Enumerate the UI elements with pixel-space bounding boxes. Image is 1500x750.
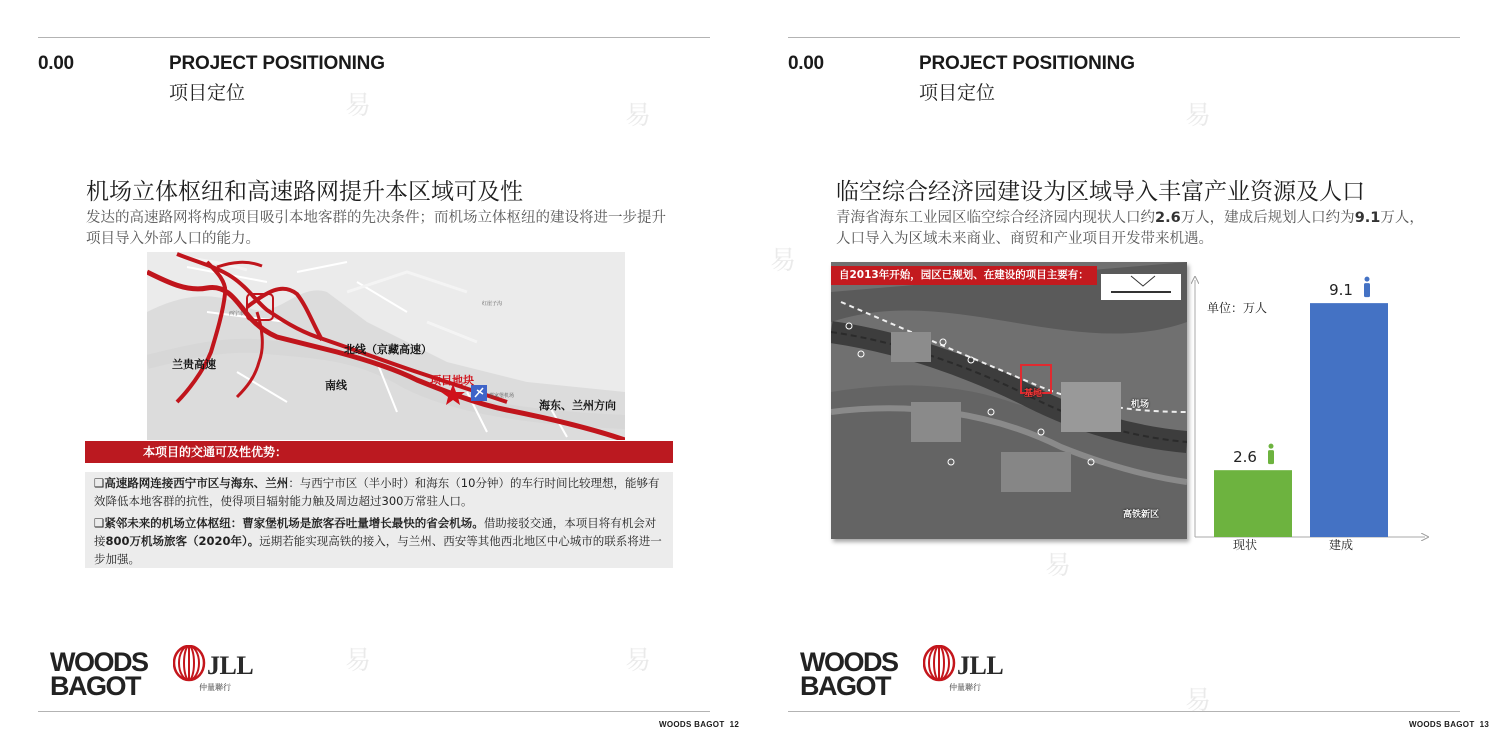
advantages-title-bar [85,441,673,463]
person-icon [1268,444,1274,465]
map-label-north-line: 北线（京藏高速） [344,343,432,356]
description-value-planned: 9.1 [1354,210,1381,226]
woods-bagot-logo [800,647,898,701]
headline: 临空综合经济园建设为区域导入丰富产业资源及人口 [836,179,1365,205]
jll-logo [923,645,1004,692]
watermark-glyph: 易 [345,91,372,121]
advantage-text: 借助接驳交通，本项目将有机会对接 [94,516,657,548]
description [836,208,1426,250]
footer-brand: WOODS BAGOT [659,720,725,729]
advantage-text: ：与西宁市区（半小时）和海东（10分钟）的车行时间比较理想，能够有效降低本地客群的抗性，使得项目辐射能力触及周边超过300万常驻人口。 [94,476,660,508]
bar-value-label: 9.1 [1329,281,1353,300]
aerial-label-airport: 机场 [1131,400,1150,410]
advantage-item [94,514,664,568]
advantage-bold: 高速路网连接西宁市区与海东、兰州 [104,476,289,490]
watermark-glyph: 易 [770,246,797,276]
watermark-glyph: 易 [625,646,652,676]
y-axis-unit-label: 单位：万人 [1207,301,1268,315]
category-label: 建成 [1328,538,1354,552]
woods-bagot-logo-line2: BAGOT [800,671,890,701]
advantages-title: 本项目的交通可及性优势： [143,445,288,459]
map-label-red-cliff: 红崖子沟 [482,301,503,307]
description-part: 青海省海东工业园区临空综合经济园内现状人口约 [836,210,1155,226]
aerial-map-banner: 自2013年开始，园区已规划、在建设的项目主要有： [831,266,1097,285]
woods-bagot-logo [50,647,148,701]
headline: 机场立体枢纽和高速路网提升本区域可及性 [86,179,523,205]
bar-current [1214,470,1292,537]
section-title-en: PROJECT POSITIONING [919,53,1135,74]
top-divider [38,37,710,38]
footer-brand: WOODS BAGOT [1409,720,1475,729]
footer [1409,720,1489,729]
advantages-panel [85,472,673,568]
jll-globe-icon [923,645,957,683]
description-part: 万人，建成后规划人口约为 [1180,210,1355,226]
footer [659,720,739,729]
watermark-glyph: 易 [1045,551,1072,581]
aerial-label-high-speed-rail: 高铁新区 [1123,510,1160,520]
map-label-direction: 海东、兰州方向 [539,399,616,412]
person-icon [1364,277,1370,298]
section-title-en: PROJECT POSITIONING [169,53,385,74]
checkbox-bullet-icon: ❑ [94,476,105,490]
watermark-glyph: 易 [625,101,652,131]
checkbox-bullet-icon: ❑ [94,516,105,530]
map-label-xining: 西宁市 [229,311,245,317]
jll-logo-text: JLL [957,651,1004,680]
jll-globe-icon [173,645,207,683]
section-number: 0.00 [38,53,74,74]
description-value-current: 2.6 [1155,210,1181,226]
road-network-map [147,252,625,440]
woods-bagot-logo-line1: WOODS [800,647,898,677]
watermark-glyph: 易 [345,646,372,676]
bar-planned [1310,303,1388,537]
aerial-label-site: 基地 [1024,389,1043,399]
advantage-bold-2: 800万机场旅客（2020年）。 [105,534,260,548]
bar-value-label: 2.6 [1233,448,1257,467]
description-part: 万人，人口导入为区域未来商业、商贸和产业项目开发带来机遇。 [836,210,1424,247]
map-label-airport: 曹家堡机场 [489,393,515,399]
category-label: 现状 [1232,538,1258,552]
bottom-divider [38,711,710,712]
jll-logo-cn: 仲量聯行 [949,683,981,692]
section-title-cn: 项目定位 [919,82,996,104]
jll-logo-text: JLL [207,651,254,680]
watermark-glyph: 易 [1185,686,1212,716]
map-label-south-line: 南线 [325,379,347,392]
woods-bagot-logo-line1: WOODS [50,647,148,677]
map-label-langui-expressway: 兰贵高速 [172,358,216,371]
advantage-bold: 紧邻未来的机场立体枢纽：曹家堡机场是旅客吞吐量增长最快的省会机场。 [104,516,484,530]
bottom-divider [788,711,1460,712]
section-number: 0.00 [788,53,824,74]
top-divider [788,37,1460,38]
map-label-project-site: 项目地块 [430,374,474,387]
advantage-text-2: 远期若能实现高铁的接入，与兰州、西安等其他西北地区中心城市的联系将进一步加强。 [94,534,662,566]
jll-logo-cn: 仲量聯行 [199,683,231,692]
advantage-item [94,474,664,510]
section-title-cn: 项目定位 [169,82,246,104]
jll-logo [173,645,254,692]
watermark-glyph: 易 [1185,101,1212,131]
page-number: 12 [729,720,740,729]
description: 发达的高速路网将构成项目吸引本地客群的先决条件；而机场立体枢纽的建设将进一步提升项目导入外部人口的能力。 [86,210,666,247]
population-bar-chart-svg [1185,270,1435,560]
woods-bagot-logo-line2: BAGOT [50,671,140,701]
page-number: 13 [1479,720,1490,729]
population-bar-chart [1185,270,1435,560]
industrial-park-aerial-map [831,262,1187,539]
